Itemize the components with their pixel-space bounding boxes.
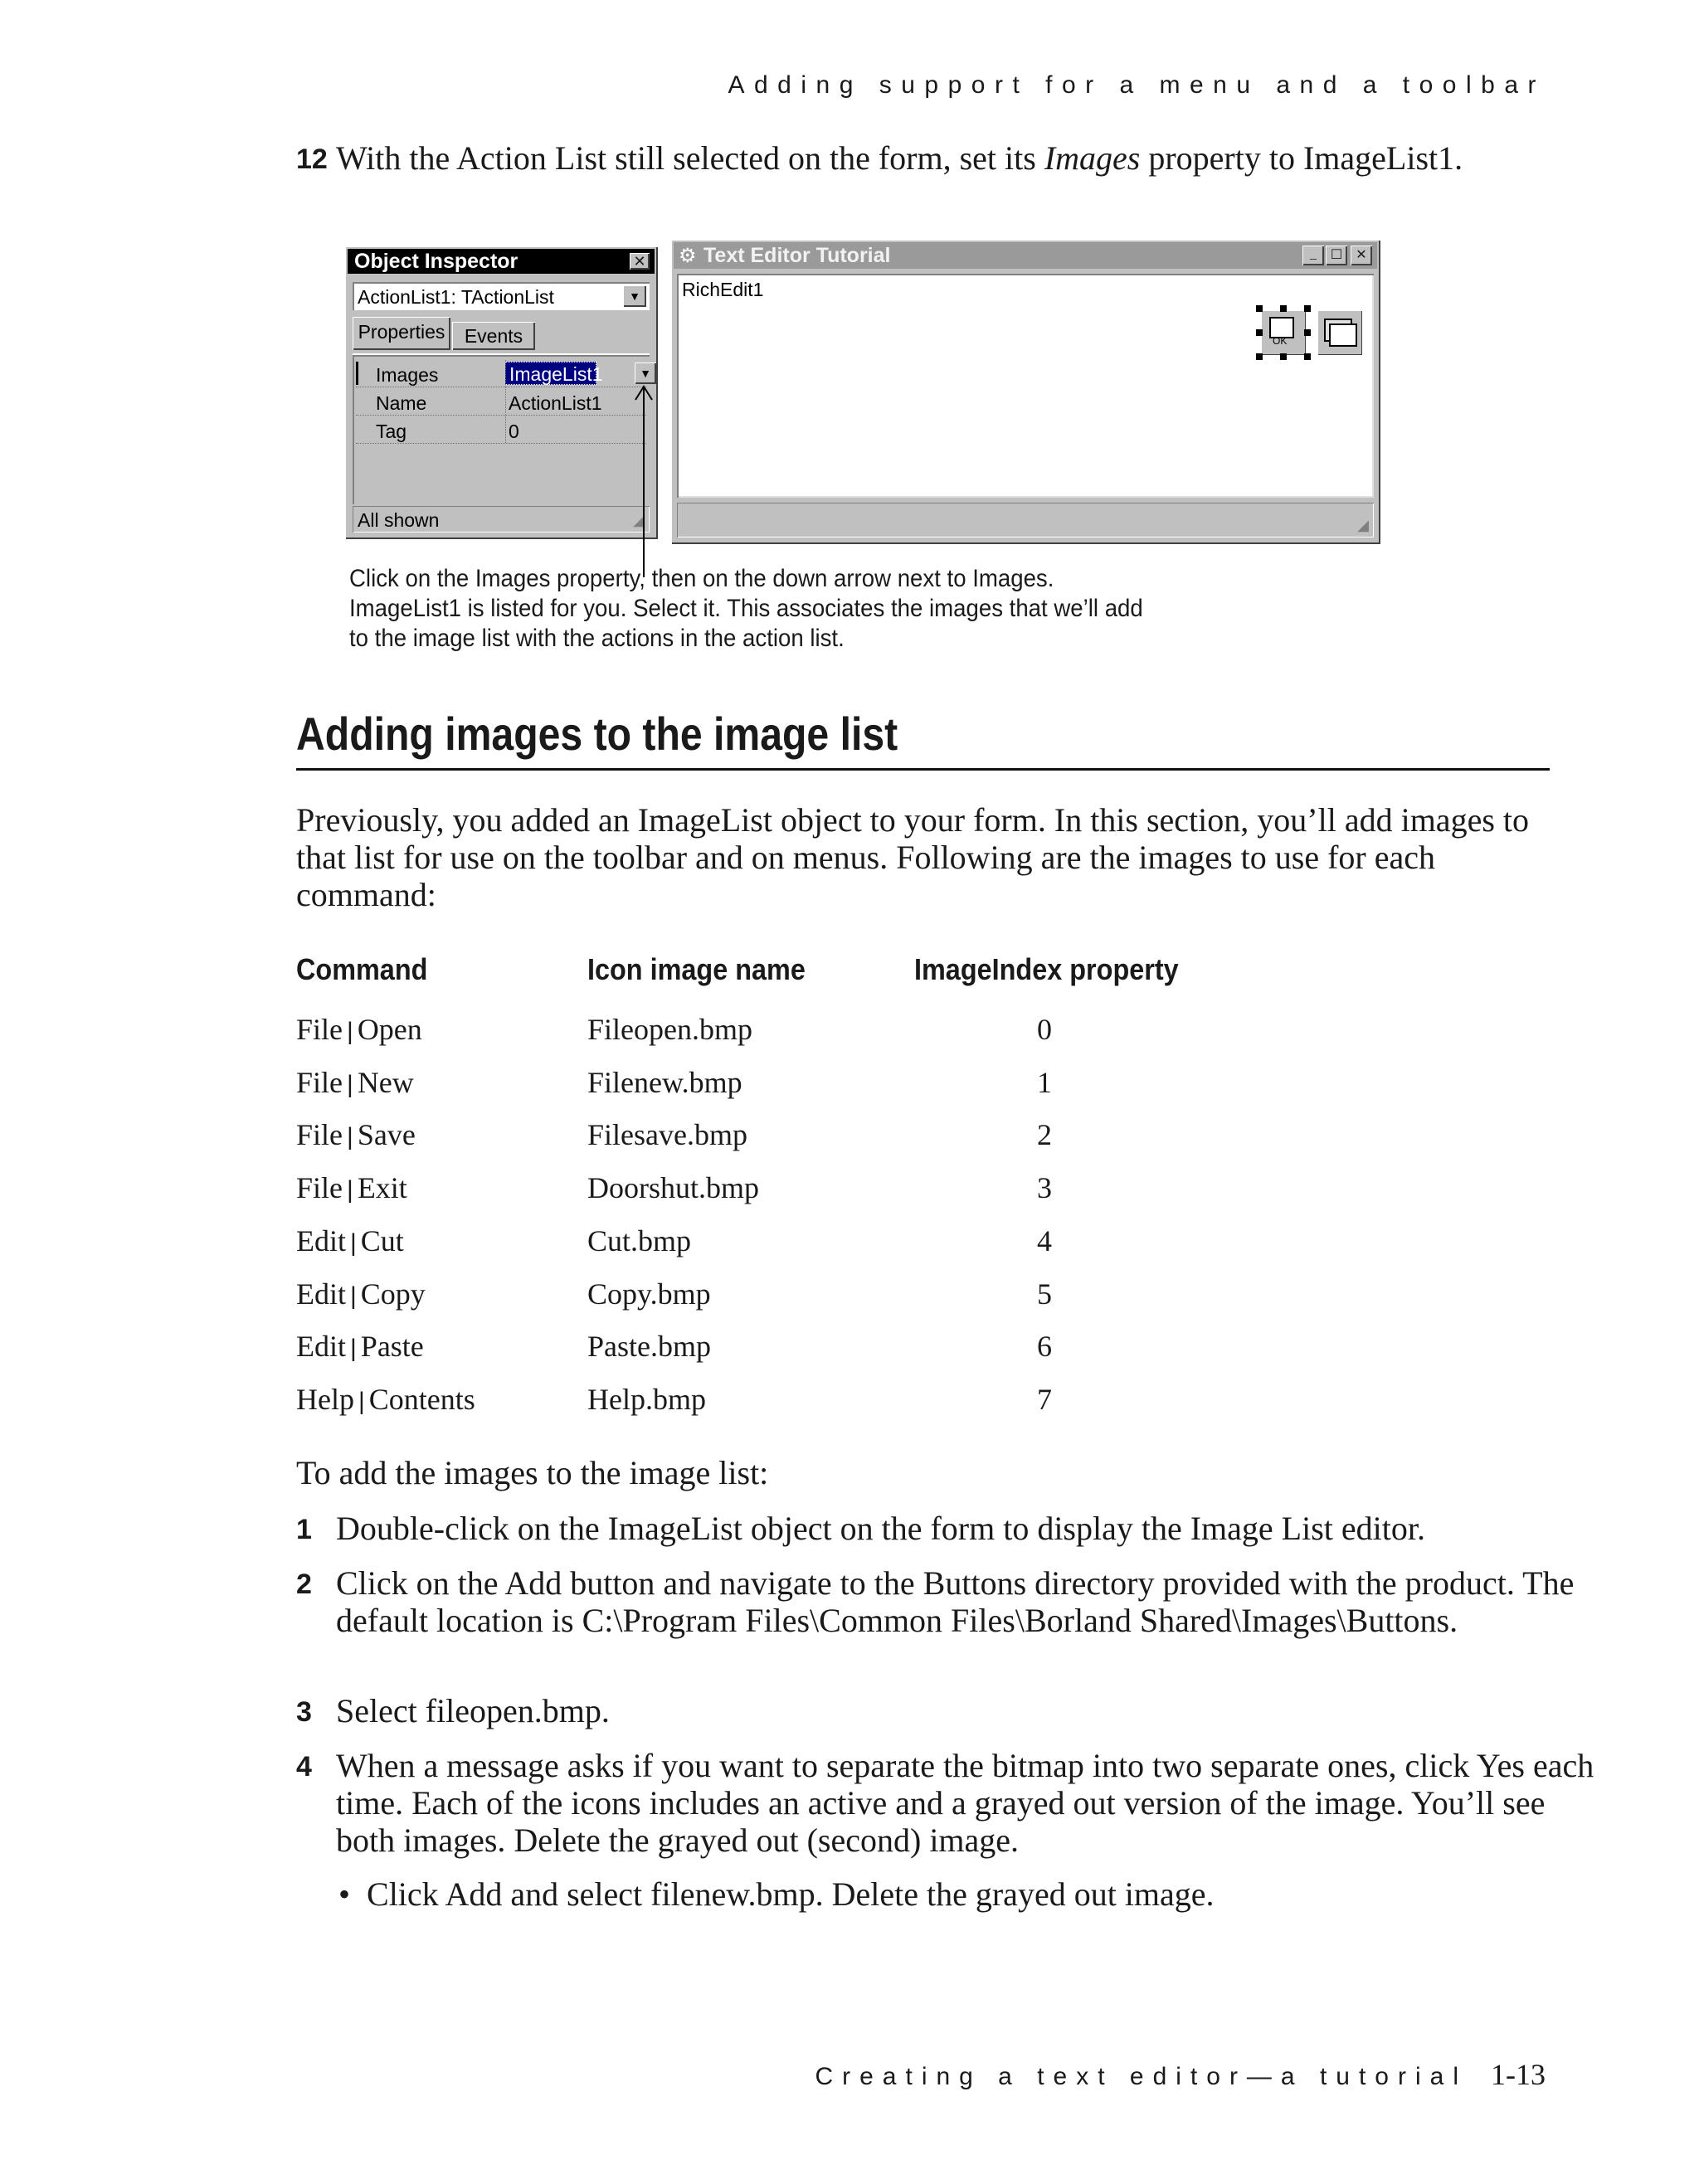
table-header-imageindex: ImageIndex property	[914, 952, 1179, 986]
page-number: 1-13	[1491, 2058, 1546, 2091]
images-value[interactable]: ImageList1	[505, 362, 596, 385]
form-window	[670, 239, 1380, 544]
action-list-component[interactable]: OK	[1261, 310, 1306, 355]
property-row-tag[interactable]: Tag 0	[356, 416, 646, 444]
image-index-cell: 3	[1037, 1171, 1052, 1204]
step-number: 4	[296, 1751, 312, 1783]
step-text: Click on the Add button and navigate to the Buttons directory provided with the product. The default location is C:\Program Files\Common Files\Borland Shared\Images\Buttons.	[336, 1564, 1575, 1639]
page-header: Adding support for a menu and a toolbar	[728, 71, 1546, 99]
object-inspector-window	[344, 246, 658, 539]
subheading: To add the images to the image list:	[296, 1454, 769, 1491]
step-text: With the Action List still selected on the form, set its Images property to ImageList1.	[336, 139, 1463, 177]
step-number: 2	[296, 1569, 312, 1600]
dropdown-arrow-icon[interactable]: ▼	[635, 362, 656, 384]
minimize-icon[interactable]: _	[1302, 246, 1324, 265]
bullet-item: • Click Add and select filenew.bmp. Delete the grayed out image.	[338, 1875, 1215, 1913]
menu-separator: |	[347, 1123, 353, 1150]
bullet-icon: •	[338, 1875, 368, 1913]
icon-name-cell: Fileopen.bmp	[587, 1013, 752, 1046]
page-footer	[815, 2057, 1546, 2092]
command-cell: File | New	[296, 1066, 414, 1099]
step-text: When a message asks if you want to separate the bitmap into two separate ones, click Yes each time. Each of the icons includes an active and a grayed out version of the image. You’ll see both images. Delete the grayed out (second) image.	[336, 1747, 1594, 1859]
heading-rule	[296, 768, 1550, 771]
table-header-icon: Icon image name	[587, 952, 806, 986]
menu-separator: |	[350, 1229, 357, 1257]
command-cell: File | Exit	[296, 1171, 407, 1204]
object-inspector-titlebar[interactable]	[348, 249, 655, 274]
close-icon[interactable]: ✕	[630, 253, 650, 270]
image-index-cell: 6	[1037, 1330, 1052, 1363]
icon-name-cell: Copy.bmp	[587, 1277, 711, 1311]
property-row-images[interactable]: Images ImageList1 ▼	[356, 360, 646, 387]
image-index-cell: 4	[1037, 1224, 1052, 1257]
resize-grip-icon[interactable]: ◢	[633, 512, 645, 528]
step-2	[296, 1564, 1607, 1681]
status-bar: All shown ◢	[353, 506, 650, 533]
menu-separator: |	[347, 1176, 353, 1204]
menu-separator: |	[358, 1388, 365, 1415]
menu-separator: |	[347, 1071, 353, 1098]
callout-arrow	[630, 382, 664, 581]
image-index-cell: 0	[1037, 1013, 1052, 1046]
icon-name-cell: Filenew.bmp	[587, 1066, 742, 1099]
richedit-label: RichEdit1	[682, 279, 764, 300]
step-text: Select fileopen.bmp.	[336, 1692, 610, 1729]
icon-name-cell: Doorshut.bmp	[587, 1171, 759, 1204]
richedit-control[interactable]	[677, 274, 1374, 498]
close-icon[interactable]: ✕	[1351, 246, 1372, 265]
footer-title: Creating a text editor—a tutorial	[815, 2063, 1468, 2090]
step-number: 3	[296, 1696, 312, 1728]
property-row-name[interactable]: Name ActionList1	[356, 388, 646, 416]
property-grid	[353, 353, 650, 504]
step-12	[296, 139, 1607, 222]
command-cell: Edit | Cut	[296, 1224, 404, 1257]
step-number: 12	[296, 143, 328, 175]
command-cell: File | Open	[296, 1013, 422, 1046]
maximize-icon[interactable]: ☐	[1326, 246, 1347, 265]
image-index-cell: 1	[1037, 1066, 1052, 1099]
form-status-area	[677, 503, 1374, 537]
step-number: 1	[296, 1514, 312, 1545]
tab-events[interactable]: Events	[452, 322, 535, 350]
command-cell: Edit | Copy	[296, 1277, 426, 1311]
images-term: Images	[1044, 139, 1141, 177]
tab-properties[interactable]: Properties	[353, 317, 450, 350]
component-selector[interactable]: ActionList1: TActionList ▼	[353, 282, 650, 310]
command-cell: Edit | Paste	[296, 1330, 424, 1363]
image-index-cell: 7	[1037, 1383, 1052, 1416]
object-inspector-title: Object Inspector	[354, 250, 518, 273]
command-cell: Help | Contents	[296, 1383, 475, 1416]
form-title: Text Editor Tutorial	[703, 244, 891, 267]
resize-grip-icon[interactable]: ◢	[1357, 517, 1369, 533]
form-titlebar[interactable]	[674, 242, 1377, 269]
menu-separator: |	[350, 1282, 357, 1310]
intro-paragraph: Previously, you added an ImageList object to your form. In this section, you’ll add images to that list for use on the toolbar and on menus. Following are the images to use for each command:	[296, 801, 1529, 913]
icon-name-cell: Paste.bmp	[587, 1330, 711, 1363]
step-3	[296, 1692, 1607, 1734]
chevron-down-icon[interactable]: ▼	[623, 285, 646, 307]
table-header-command: Command	[296, 952, 428, 986]
icon-name-cell: Help.bmp	[587, 1383, 706, 1416]
icon-name-cell: Cut.bmp	[587, 1224, 692, 1257]
section-heading: Adding images to the image list	[296, 708, 898, 760]
step-text: Double-click on the ImageList object on the form to display the Image List editor.	[336, 1510, 1425, 1547]
command-cell: File | Save	[296, 1118, 416, 1151]
image-index-cell: 5	[1037, 1277, 1052, 1311]
menu-separator: |	[350, 1335, 357, 1362]
menu-separator: |	[347, 1018, 353, 1045]
image-index-cell: 2	[1037, 1118, 1052, 1151]
image-list-component[interactable]	[1317, 310, 1362, 355]
step-4	[296, 1747, 1607, 1863]
figure-caption: Click on the Images property, then on the down arrow next to Images. ImageList1 is listed for you. Select it. This associates the images that we’ll add to the image list with the actions in the action list.	[349, 565, 1143, 652]
app-icon: ⚙	[679, 246, 697, 267]
step-1	[296, 1510, 1607, 1551]
icon-name-cell: Filesave.bmp	[587, 1118, 747, 1151]
